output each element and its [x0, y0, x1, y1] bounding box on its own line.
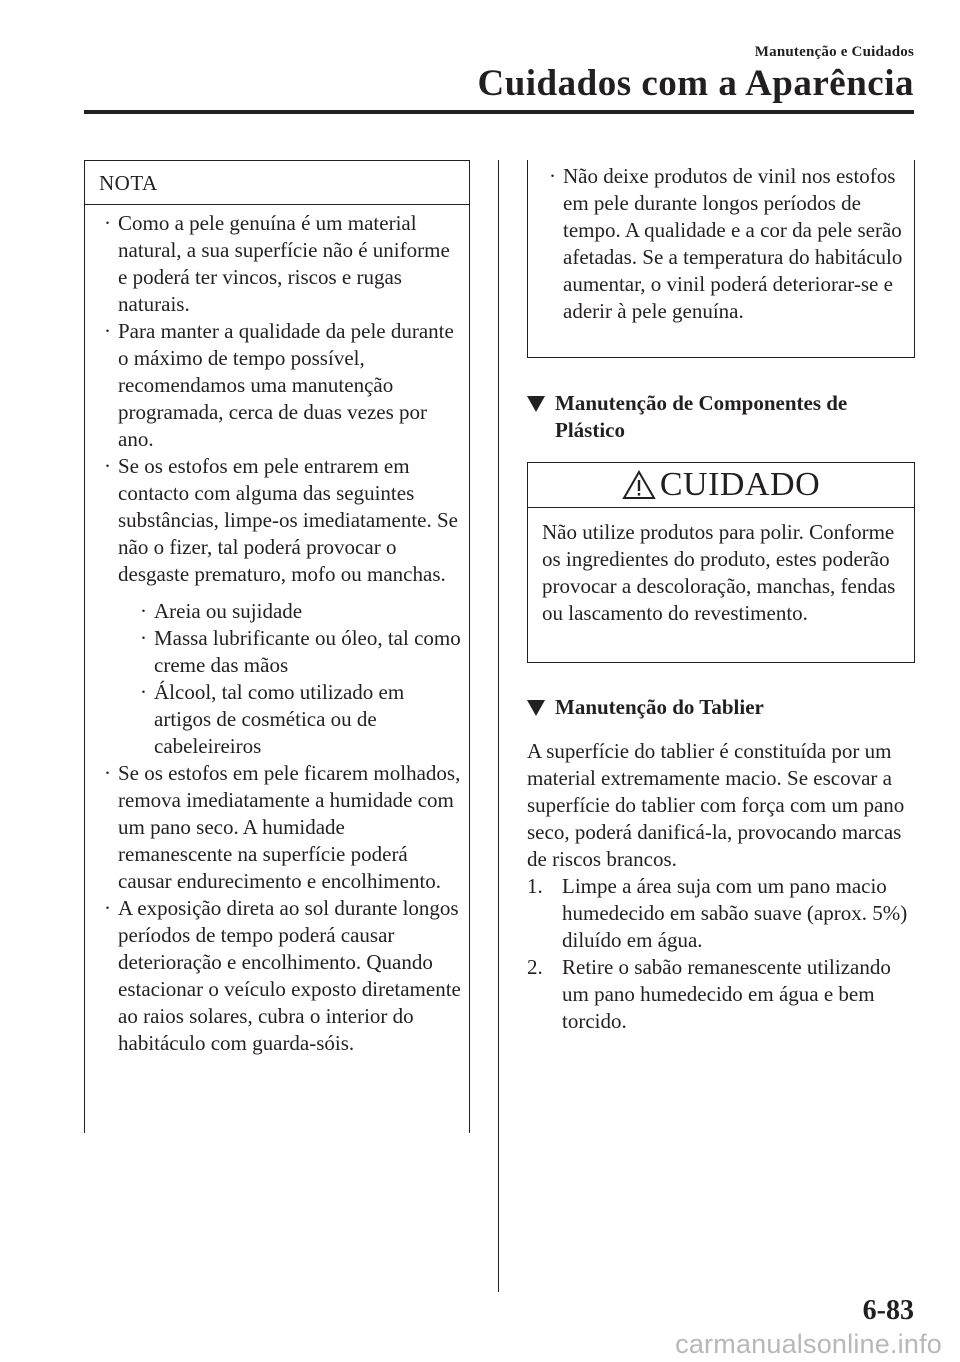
step-item: 2. Retire o sabão remanescente utilizando um pano humedecido em água e bem torcido. — [527, 955, 891, 1033]
triangle-down-icon — [527, 396, 545, 412]
triangle-down-icon — [527, 700, 545, 716]
caution-title — [528, 463, 914, 508]
section-heading-plastic: Manutenção de Componentes de Plástico — [527, 390, 917, 444]
chapter-title: Manutenção e Cuidados — [754, 44, 914, 60]
list-item: · Se os estofos em pele ficarem molhados, remova imediatamente a humidade com um pano seco. A humidade remanescente na superfície poderá causar endurecimento e encolhimento. — [104, 761, 461, 893]
warning-icon — [622, 470, 656, 500]
column-divider — [498, 160, 499, 1292]
list-item: · Para manter a qualidade da pele durante o máximo de tempo possível, recomendamos uma manutenção programada, cerca de duas vezes por ano. — [104, 319, 454, 451]
bullet-icon: · — [104, 896, 111, 920]
section-heading-tablier: Manutenção do Tablier — [527, 694, 917, 721]
bullet-icon: · — [140, 626, 147, 650]
watermark: carmanualsonline.info — [675, 1329, 942, 1359]
tablier-intro: A superfície do tablier é constituída por um material extremamente macio. Se escovar a superfície do tablier com força com um pano seco, poderá danificá-la, provocando marcas de riscos brancos. — [527, 739, 905, 871]
note-list — [85, 205, 469, 1057]
sub-list-item: · Álcool, tal como utilizado em artigos de cosmética ou de cabeleireiros — [140, 680, 405, 758]
note-box — [84, 160, 470, 1133]
bullet-icon: · — [140, 680, 147, 704]
bullet-icon: · — [104, 211, 111, 235]
caution-label: CUIDADO — [659, 466, 821, 503]
bullet-icon: · — [549, 164, 556, 188]
caution-text: Não utilize produtos para polir. Conforme os ingredientes do produto, estes poderão provocar a descoloração, manchas, fendas ou lascamento do revestimento. — [542, 520, 896, 625]
caution-box — [527, 462, 915, 663]
substance-list — [118, 588, 461, 760]
list-item: · Como a pele genuína é um material natural, a sua superfície não é uniforme e poderá ter vincos, riscos e rugas naturais. — [104, 211, 450, 316]
bullet-icon: · — [104, 319, 111, 343]
bullet-icon: · — [104, 761, 111, 785]
list-item: · A exposição direta ao sol durante longos períodos de tempo poderá causar deterioração e encolhimento. Quando estacionar o veículo exposto diretamente ao raios solares, cubra o interior do habitáculo com guarda-sóis. — [104, 896, 461, 1055]
note-title: NOTA — [85, 161, 469, 205]
list-item: · Se os estofos em pele entrarem em contacto com alguma das seguintes substâncias, limpe-os imediatamente. Se não o fizer, tal poderá provocar o desgaste prematuro, mofo ou manchas. · Areia ou sujidade · Massa lubrificante ou óleo, tal como creme das mãos · Álcool, tal como utilizado em artigos de cosmética ou de cabeleireiros — [104, 454, 461, 758]
sub-list-item: · Massa lubrificante ou óleo, tal como creme das mãos — [140, 626, 461, 677]
bullet-icon: · — [140, 599, 147, 623]
page-title: Cuidados com a Aparência — [477, 63, 914, 104]
page-number: 6-83 — [862, 1295, 914, 1326]
step-item: 1. Limpe a área suja com um pano macio humedecido em sabão suave (aprox. 5%) diluído em água. — [527, 874, 908, 952]
header-rule — [84, 110, 914, 114]
note-continuation-box — [527, 160, 915, 358]
steps-list — [527, 873, 917, 1035]
sub-list-item: · Areia ou sujidade — [140, 599, 303, 623]
bullet-icon: · — [104, 454, 111, 478]
step-number: 1. — [527, 874, 543, 898]
step-number: 2. — [527, 955, 543, 979]
list-item: · Não deixe produtos de vinil nos estofos em pele durante longos períodos de tempo. A qualidade e a cor da pele serão afetadas. Se a temperatura do habitáculo aumentar, o vinil poderá deteriorar-se e aderir à pele genuína. — [549, 164, 903, 323]
tablier-section — [527, 738, 917, 1035]
